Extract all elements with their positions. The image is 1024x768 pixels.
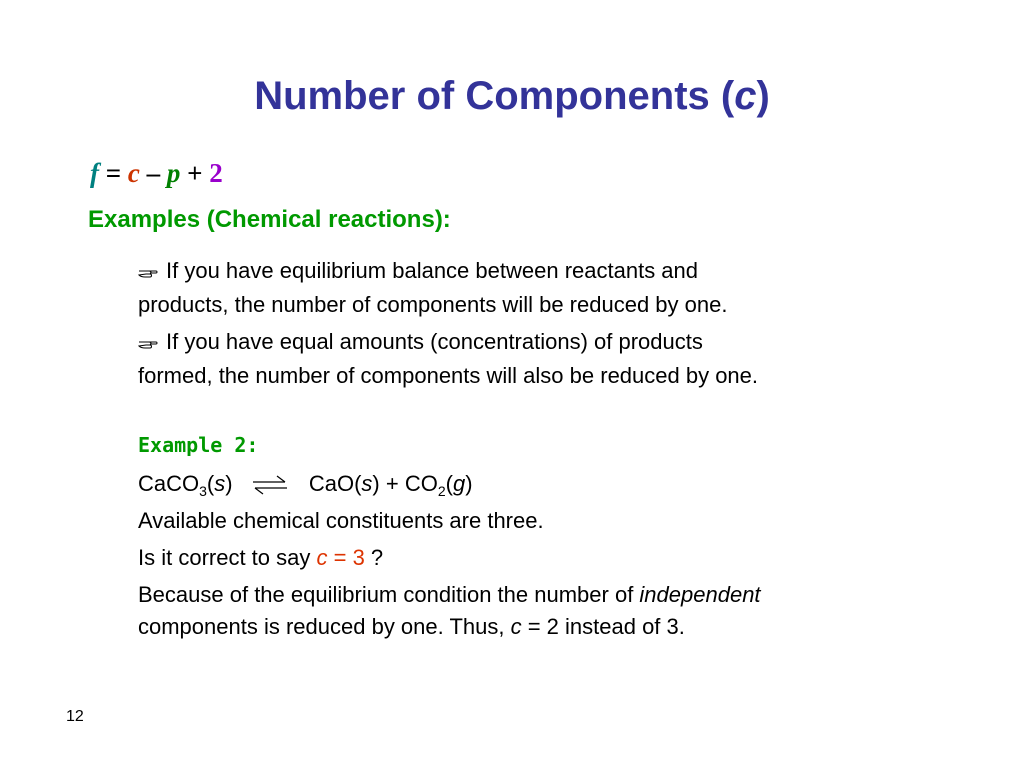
reactant: CaCO bbox=[138, 471, 200, 496]
question-prefix: Is it correct to say bbox=[138, 545, 317, 570]
formula-plus: + bbox=[187, 158, 203, 188]
product-2-state: g bbox=[452, 471, 466, 496]
question-suffix: ? bbox=[364, 545, 384, 570]
formula-two: 2 bbox=[209, 158, 223, 188]
phase-rule-formula bbox=[90, 155, 223, 191]
because-prefix: Because of the equilibrium condition the number of bbox=[138, 582, 640, 607]
product-2-subscript: 2 bbox=[437, 483, 446, 499]
pointing-hand-icon bbox=[138, 328, 158, 360]
because-line-1 bbox=[138, 579, 898, 611]
because-c: c bbox=[510, 614, 522, 639]
formula-minus: – bbox=[146, 158, 161, 188]
bullet-2-line-2: formed, the number of components will also be reduced by one. bbox=[138, 363, 759, 388]
product-2: CO bbox=[404, 471, 438, 496]
because-line-2 bbox=[138, 611, 898, 643]
title-variable: c bbox=[734, 74, 757, 118]
reactant-subscript: 3 bbox=[199, 483, 207, 499]
pointing-hand-icon bbox=[138, 257, 158, 289]
reaction-plus: + bbox=[385, 471, 399, 496]
example-2-heading: Example 2: bbox=[138, 433, 259, 457]
formula-c: c bbox=[127, 158, 140, 188]
formula-equals: = bbox=[105, 158, 122, 188]
slide-title bbox=[0, 70, 1024, 122]
because-line-2-prefix: components is reduced by one. Thus, bbox=[138, 614, 511, 639]
examples-heading: Examples (Chemical reactions): bbox=[88, 206, 451, 233]
bullet-equal-amounts bbox=[138, 326, 878, 392]
question-eq: = 3 bbox=[327, 545, 365, 570]
question-line bbox=[138, 542, 898, 574]
bullet-2-line-1: If you have equal amounts (concentrations) of products bbox=[166, 329, 703, 354]
because-independent: independent bbox=[639, 582, 761, 607]
page-number: 12 bbox=[66, 708, 84, 725]
formula-f: f bbox=[90, 158, 99, 188]
question-c: c bbox=[316, 545, 328, 570]
title-close: ) bbox=[756, 74, 770, 118]
bullet-equilibrium bbox=[138, 255, 878, 321]
product-1-state: s bbox=[361, 471, 373, 496]
reactant-state: s bbox=[214, 471, 226, 496]
because-line-2-suffix: = 2 instead of 3. bbox=[521, 614, 685, 639]
formula-p: p bbox=[166, 158, 181, 188]
available-constituents-text: Available chemical constituents are three. bbox=[138, 508, 544, 533]
bullet-1-line-2: products, the number of components will be reduced by one. bbox=[138, 292, 728, 317]
product-1: CaO bbox=[308, 471, 355, 496]
reaction-equation: CaCO$_3$(s) $CaO(s) + CO_2(g)$ bbox=[138, 471, 473, 499]
title-text: Number of Components ( bbox=[254, 74, 735, 118]
equilibrium-arrows-icon bbox=[251, 473, 289, 497]
bullet-1-line-1: If you have equilibrium balance between reactants and bbox=[166, 258, 699, 283]
